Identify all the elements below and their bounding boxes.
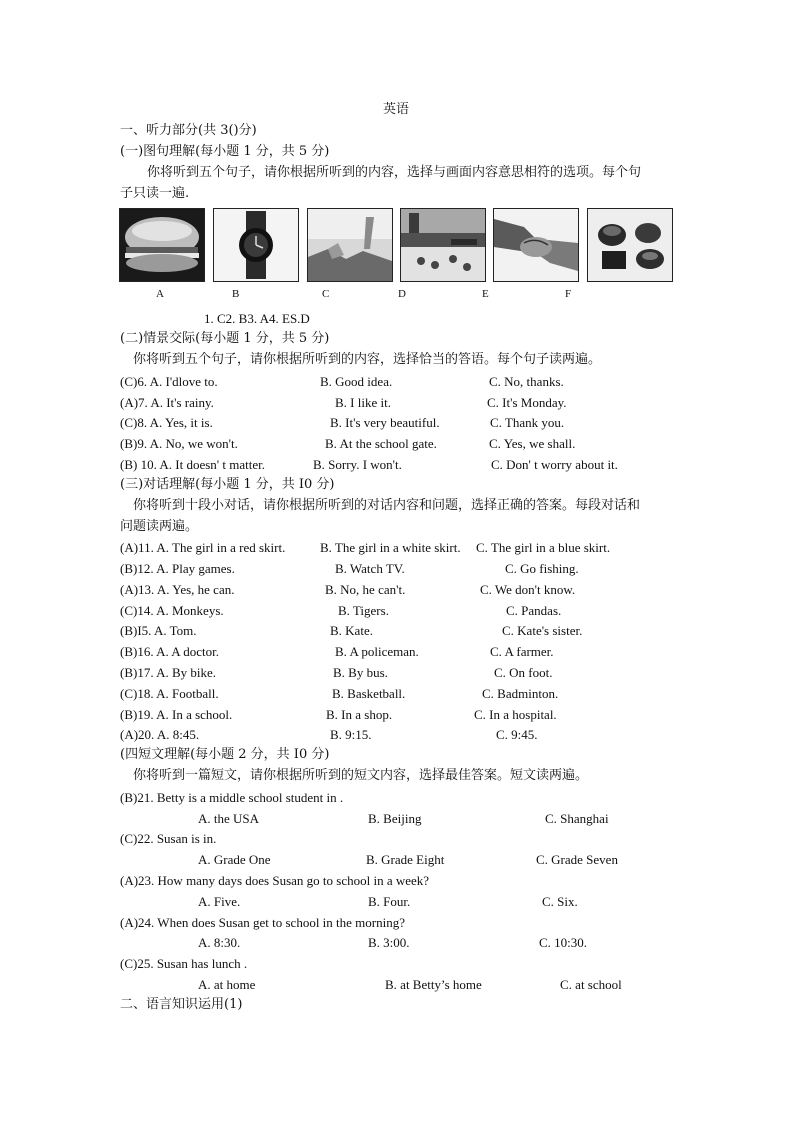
question-24: (A)24. When does Susan get to school in the morning? — [120, 915, 405, 930]
question-12-option-b: B. Watch TV. — [335, 561, 405, 576]
chocolates-icon — [588, 209, 672, 281]
crowd-icon — [401, 209, 485, 281]
sec2-heading: (二)情景交际(每小题 1 分，共 5 分) — [120, 331, 330, 346]
question-6-option-c: C. No, thanks. — [489, 374, 564, 389]
question-6: (C)6. A. I'dlove to. — [120, 374, 218, 389]
question-11-option-b: B. The girl in a white skirt. — [320, 540, 461, 555]
picture-d — [400, 208, 486, 282]
hamburger-icon — [120, 209, 204, 281]
question-24-option-a: A. 8:30. — [198, 935, 241, 950]
question-13: (A)13. A. Yes, he can. — [120, 582, 235, 597]
question-25-option-a: A. at home — [198, 977, 256, 992]
question-8: (C)8. A. Yes, it is. — [120, 415, 213, 430]
question-23: (A)23. How many days does Susan go to school in a week? — [120, 873, 430, 888]
picture-e — [493, 208, 579, 282]
question-23-option-c: C. Six. — [542, 894, 578, 909]
handshake-icon — [494, 209, 578, 281]
question-21: (B)21. Betty is a middle school student in . — [120, 790, 344, 805]
sec4-heading: (四短文理解(每小题 2 分，共 I0 分) — [120, 747, 330, 762]
question-17-option-c: C. On foot. — [494, 665, 553, 680]
question-8-option-c: C. Thank you. — [490, 415, 565, 430]
part1-heading: 一、听力部分(共 3()分) — [120, 123, 257, 138]
question-12: (B)12. A. Play games. — [120, 561, 235, 576]
question-16-option-c: C. A farmer. — [490, 644, 554, 659]
sec1-intro-line1: 你将听到五个句子，请你根据所听到的内容，选择与画面内容意思相符的选项。每个句 — [147, 165, 642, 180]
question-15: (B)I5. A. Tom. — [120, 623, 197, 638]
question-9-option-b: B. At the school gate. — [325, 436, 437, 451]
question-21-option-b: B. Beijing — [368, 811, 422, 826]
sec3-heading: (三)对话理解(每小题 1 分，共 I0 分) — [120, 477, 335, 492]
sec2-intro: 你将听到五个句子，请你根据所听到的内容，选择恰当的答语。每个句子读两遍。 — [133, 352, 602, 367]
question-7-option-c: C. It's Monday. — [487, 395, 567, 410]
question-23-option-a: A. Five. — [198, 894, 241, 909]
picture-b — [213, 208, 299, 282]
question-10-option-c: C. Don' t worry about it. — [491, 457, 618, 472]
picture-label-c: C — [322, 288, 330, 300]
question-12-option-c: C. Go fishing. — [505, 561, 579, 576]
question-17-option-b: B. By bus. — [333, 665, 388, 680]
sec3-intro-line2: 问题读两遍。 — [120, 519, 199, 534]
sec1-intro-line2: 子只读一遍. — [120, 186, 190, 201]
question-24-option-c: C. 10:30. — [539, 935, 588, 950]
question-17: (B)17. A. By bike. — [120, 665, 217, 680]
picture-label-f: F — [565, 288, 572, 300]
question-14-option-c: C. Pandas. — [506, 603, 562, 618]
picture-label-a: A — [156, 288, 164, 300]
question-20-option-c: C. 9:45. — [496, 727, 538, 742]
sec1-heading: (一)图句理解(每小题 1 分，共 5 分) — [120, 144, 330, 159]
question-22-option-b: B. Grade Eight — [366, 852, 445, 867]
question-25: (C)25. Susan has lunch . — [120, 956, 248, 971]
part2-heading: 二、语言知识运用(1) — [120, 997, 243, 1012]
question-15-option-b: B. Kate. — [330, 623, 373, 638]
page-title: 英语 — [383, 102, 410, 117]
question-6-option-b: B. Good idea. — [320, 374, 393, 389]
question-10: (B) 10. A. It doesn' t matter. — [120, 457, 265, 472]
question-23-option-b: B. Four. — [368, 894, 411, 909]
question-8-option-b: B. It's very beautiful. — [330, 415, 440, 430]
question-16: (B)16. A. A doctor. — [120, 644, 219, 659]
picture-label-e: E — [482, 288, 489, 300]
question-15-option-c: C. Kate's sister. — [502, 623, 583, 638]
question-22: (C)22. Susan is in. — [120, 831, 217, 846]
question-19-option-c: C. In a hospital. — [474, 707, 557, 722]
picture-f — [587, 208, 673, 282]
sec1-answers: 1. C2. B3. A4. ES.D — [204, 311, 310, 326]
question-19-option-b: B. In a shop. — [326, 707, 393, 722]
picture-label-d: D — [398, 288, 406, 300]
question-21-option-c: C. Shanghai — [545, 811, 609, 826]
picture-a — [119, 208, 205, 282]
question-7-option-b: B. I like it. — [335, 395, 391, 410]
question-20-option-b: B. 9:15. — [330, 727, 372, 742]
question-9-option-c: C. Yes, we shall. — [489, 436, 576, 451]
question-22-option-a: A. Grade One — [198, 852, 271, 867]
picture-c — [307, 208, 393, 282]
question-18-option-c: C. Badminton. — [482, 686, 559, 701]
question-9: (B)9. A. No, we won't. — [120, 436, 238, 451]
question-22-option-c: C. Grade Seven — [536, 852, 618, 867]
question-13-option-b: B. No, he can't. — [325, 582, 406, 597]
question-10-option-b: B. Sorry. I won't. — [313, 457, 402, 472]
question-25-option-b: B. at Betty’s home — [385, 977, 482, 992]
question-11-option-c: C. The girl in a blue skirt. — [476, 540, 611, 555]
sec4-intro: 你将听到一篇短文，请你根据所听到的短文内容，选择最佳答案。短文读两遍。 — [133, 768, 589, 783]
question-20: (A)20. A. 8:45. — [120, 727, 200, 742]
question-13-option-c: C. We don't know. — [480, 582, 576, 597]
question-25-option-c: C. at school — [560, 977, 622, 992]
question-7: (A)7. A. It's rainy. — [120, 395, 214, 410]
question-14: (C)14. A. Monkeys. — [120, 603, 224, 618]
watch-icon — [214, 209, 298, 281]
sec3-intro-line1: 你将听到十段小对话，请你根据所听到的对话内容和问题，选择正确的答案。每段对话和 — [133, 498, 641, 513]
question-18-option-b: B. Basketball. — [332, 686, 406, 701]
question-14-option-b: B. Tigers. — [338, 603, 389, 618]
question-19: (B)19. A. In a school. — [120, 707, 233, 722]
question-18: (C)18. A. Football. — [120, 686, 219, 701]
question-21-option-a: A. the USA — [198, 811, 260, 826]
picture-label-b: B — [232, 288, 240, 300]
question-24-option-b: B. 3:00. — [368, 935, 410, 950]
question-11: (A)11. A. The girl in a red skirt. — [120, 540, 286, 555]
storm-icon — [308, 209, 392, 281]
question-16-option-b: B. A policeman. — [335, 644, 419, 659]
